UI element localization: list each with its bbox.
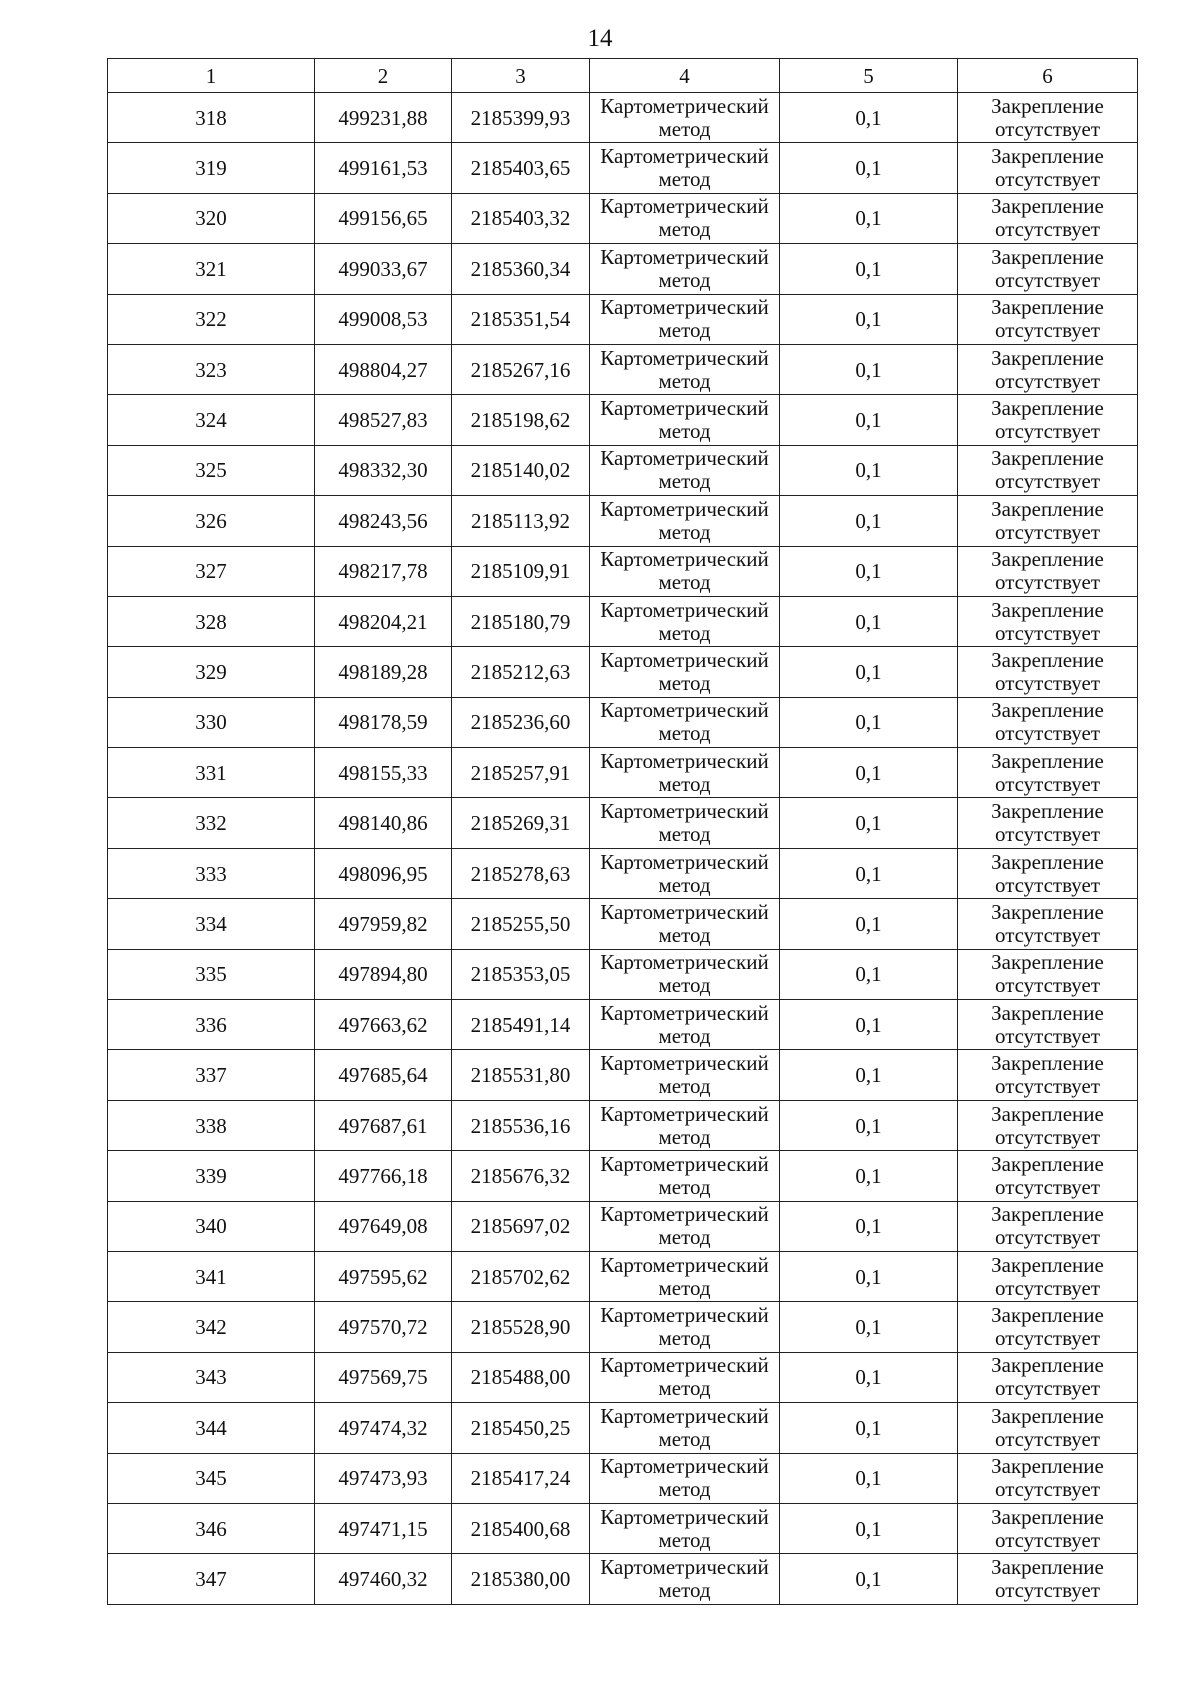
table-row bbox=[108, 395, 1138, 445]
table-row bbox=[108, 1100, 1138, 1150]
method-cell: Картометрический метод bbox=[590, 1100, 780, 1150]
method-cell: Картометрический метод bbox=[590, 93, 780, 143]
accuracy-cell: 0,1 bbox=[780, 496, 958, 546]
marker-description-cell: Закрепление отсутствует bbox=[958, 1100, 1138, 1150]
table-row bbox=[108, 1352, 1138, 1402]
accuracy-cell: 0,1 bbox=[780, 93, 958, 143]
y-coordinate-cell: 2185255,50 bbox=[452, 899, 590, 949]
x-coordinate-cell: 498178,59 bbox=[315, 697, 452, 747]
x-coordinate-cell: 498189,28 bbox=[315, 647, 452, 697]
marker-description-cell: Закрепление отсутствует bbox=[958, 798, 1138, 848]
marker-description-cell: Закрепление отсутствует bbox=[958, 244, 1138, 294]
y-coordinate-cell: 2185140,02 bbox=[452, 445, 590, 495]
y-coordinate-cell: 2185267,16 bbox=[452, 344, 590, 394]
accuracy-cell: 0,1 bbox=[780, 294, 958, 344]
x-coordinate-cell: 498155,33 bbox=[315, 748, 452, 798]
method-cell: Картометрический метод bbox=[590, 949, 780, 999]
method-cell: Картометрический метод bbox=[590, 244, 780, 294]
x-coordinate-cell: 498527,83 bbox=[315, 395, 452, 445]
method-cell: Картометрический метод bbox=[590, 848, 780, 898]
marker-description-cell: Закрепление отсутствует bbox=[958, 1000, 1138, 1050]
table-row bbox=[108, 848, 1138, 898]
marker-description-cell: Закрепление отсутствует bbox=[958, 899, 1138, 949]
point-number-cell: 335 bbox=[108, 949, 315, 999]
y-coordinate-cell: 2185353,05 bbox=[452, 949, 590, 999]
marker-description-cell: Закрепление отсутствует bbox=[958, 1453, 1138, 1503]
y-coordinate-cell: 2185531,80 bbox=[452, 1050, 590, 1100]
point-number-cell: 336 bbox=[108, 1000, 315, 1050]
x-coordinate-cell: 497687,61 bbox=[315, 1100, 452, 1150]
y-coordinate-cell: 2185536,16 bbox=[452, 1100, 590, 1150]
y-coordinate-cell: 2185109,91 bbox=[452, 546, 590, 596]
marker-description-cell: Закрепление отсутствует bbox=[958, 1050, 1138, 1100]
table-row bbox=[108, 445, 1138, 495]
y-coordinate-cell: 2185702,62 bbox=[452, 1251, 590, 1301]
table-row bbox=[108, 949, 1138, 999]
point-number-cell: 337 bbox=[108, 1050, 315, 1100]
point-number-cell: 324 bbox=[108, 395, 315, 445]
accuracy-cell: 0,1 bbox=[780, 899, 958, 949]
point-number-cell: 347 bbox=[108, 1554, 315, 1604]
point-number-cell: 343 bbox=[108, 1352, 315, 1402]
y-coordinate-cell: 2185360,34 bbox=[452, 244, 590, 294]
marker-description-cell: Закрепление отсутствует bbox=[958, 1352, 1138, 1402]
column-header: 6 bbox=[958, 59, 1138, 93]
point-number-cell: 326 bbox=[108, 496, 315, 546]
accuracy-cell: 0,1 bbox=[780, 1503, 958, 1553]
x-coordinate-cell: 499156,65 bbox=[315, 193, 452, 243]
x-coordinate-cell: 498332,30 bbox=[315, 445, 452, 495]
y-coordinate-cell: 2185113,92 bbox=[452, 496, 590, 546]
table-row bbox=[108, 193, 1138, 243]
table-row bbox=[108, 596, 1138, 646]
method-cell: Картометрический метод bbox=[590, 1251, 780, 1301]
accuracy-cell: 0,1 bbox=[780, 748, 958, 798]
point-number-cell: 332 bbox=[108, 798, 315, 848]
y-coordinate-cell: 2185236,60 bbox=[452, 697, 590, 747]
table-row bbox=[108, 798, 1138, 848]
x-coordinate-cell: 498140,86 bbox=[315, 798, 452, 848]
point-number-cell: 327 bbox=[108, 546, 315, 596]
accuracy-cell: 0,1 bbox=[780, 445, 958, 495]
y-coordinate-cell: 2185403,65 bbox=[452, 143, 590, 193]
table-row bbox=[108, 899, 1138, 949]
accuracy-cell: 0,1 bbox=[780, 244, 958, 294]
accuracy-cell: 0,1 bbox=[780, 1151, 958, 1201]
y-coordinate-cell: 2185450,25 bbox=[452, 1403, 590, 1453]
y-coordinate-cell: 2185676,32 bbox=[452, 1151, 590, 1201]
method-cell: Картометрический метод bbox=[590, 1453, 780, 1503]
y-coordinate-cell: 2185212,63 bbox=[452, 647, 590, 697]
table-row bbox=[108, 748, 1138, 798]
column-header: 1 bbox=[108, 59, 315, 93]
table-row bbox=[108, 1453, 1138, 1503]
marker-description-cell: Закрепление отсутствует bbox=[958, 496, 1138, 546]
table-row bbox=[108, 1000, 1138, 1050]
marker-description-cell: Закрепление отсутствует bbox=[958, 445, 1138, 495]
y-coordinate-cell: 2185380,00 bbox=[452, 1554, 590, 1604]
column-header: 3 bbox=[452, 59, 590, 93]
y-coordinate-cell: 2185417,24 bbox=[452, 1453, 590, 1503]
point-number-cell: 320 bbox=[108, 193, 315, 243]
accuracy-cell: 0,1 bbox=[780, 1403, 958, 1453]
point-number-cell: 325 bbox=[108, 445, 315, 495]
method-cell: Картометрический метод bbox=[590, 143, 780, 193]
table-row bbox=[108, 1302, 1138, 1352]
x-coordinate-cell: 499161,53 bbox=[315, 143, 452, 193]
accuracy-cell: 0,1 bbox=[780, 1251, 958, 1301]
method-cell: Картометрический метод bbox=[590, 1554, 780, 1604]
point-number-cell: 330 bbox=[108, 697, 315, 747]
point-number-cell: 319 bbox=[108, 143, 315, 193]
method-cell: Картометрический метод bbox=[590, 1302, 780, 1352]
table-row bbox=[108, 697, 1138, 747]
method-cell: Картометрический метод bbox=[590, 1352, 780, 1402]
marker-description-cell: Закрепление отсутствует bbox=[958, 1302, 1138, 1352]
table-row bbox=[108, 546, 1138, 596]
accuracy-cell: 0,1 bbox=[780, 949, 958, 999]
point-number-cell: 329 bbox=[108, 647, 315, 697]
table-row bbox=[108, 1554, 1138, 1604]
marker-description-cell: Закрепление отсутствует bbox=[958, 1151, 1138, 1201]
marker-description-cell: Закрепление отсутствует bbox=[958, 1503, 1138, 1553]
method-cell: Картометрический метод bbox=[590, 344, 780, 394]
point-number-cell: 340 bbox=[108, 1201, 315, 1251]
point-number-cell: 345 bbox=[108, 1453, 315, 1503]
table-row bbox=[108, 244, 1138, 294]
accuracy-cell: 0,1 bbox=[780, 193, 958, 243]
point-number-cell: 321 bbox=[108, 244, 315, 294]
point-number-cell: 333 bbox=[108, 848, 315, 898]
table-row bbox=[108, 1201, 1138, 1251]
marker-description-cell: Закрепление отсутствует bbox=[958, 546, 1138, 596]
accuracy-cell: 0,1 bbox=[780, 546, 958, 596]
table-row bbox=[108, 143, 1138, 193]
x-coordinate-cell: 498804,27 bbox=[315, 344, 452, 394]
y-coordinate-cell: 2185351,54 bbox=[452, 294, 590, 344]
table-row bbox=[108, 93, 1138, 143]
y-coordinate-cell: 2185403,32 bbox=[452, 193, 590, 243]
table-header bbox=[108, 59, 1138, 93]
table-row bbox=[108, 1151, 1138, 1201]
x-coordinate-cell: 497894,80 bbox=[315, 949, 452, 999]
point-number-cell: 334 bbox=[108, 899, 315, 949]
x-coordinate-cell: 498096,95 bbox=[315, 848, 452, 898]
y-coordinate-cell: 2185488,00 bbox=[452, 1352, 590, 1402]
accuracy-cell: 0,1 bbox=[780, 1050, 958, 1100]
accuracy-cell: 0,1 bbox=[780, 1352, 958, 1402]
y-coordinate-cell: 2185180,79 bbox=[452, 596, 590, 646]
x-coordinate-cell: 497473,93 bbox=[315, 1453, 452, 1503]
y-coordinate-cell: 2185257,91 bbox=[452, 748, 590, 798]
point-number-cell: 328 bbox=[108, 596, 315, 646]
marker-description-cell: Закрепление отсутствует bbox=[958, 143, 1138, 193]
point-number-cell: 342 bbox=[108, 1302, 315, 1352]
header-row bbox=[108, 59, 1138, 93]
x-coordinate-cell: 497959,82 bbox=[315, 899, 452, 949]
x-coordinate-cell: 499231,88 bbox=[315, 93, 452, 143]
method-cell: Картометрический метод bbox=[590, 798, 780, 848]
accuracy-cell: 0,1 bbox=[780, 344, 958, 394]
table-body bbox=[108, 93, 1138, 1605]
marker-description-cell: Закрепление отсутствует bbox=[958, 949, 1138, 999]
method-cell: Картометрический метод bbox=[590, 445, 780, 495]
accuracy-cell: 0,1 bbox=[780, 1201, 958, 1251]
marker-description-cell: Закрепление отсутствует bbox=[958, 1251, 1138, 1301]
accuracy-cell: 0,1 bbox=[780, 596, 958, 646]
table-row bbox=[108, 496, 1138, 546]
accuracy-cell: 0,1 bbox=[780, 798, 958, 848]
method-cell: Картометрический метод bbox=[590, 1151, 780, 1201]
coordinates-table bbox=[107, 58, 1138, 1605]
accuracy-cell: 0,1 bbox=[780, 697, 958, 747]
x-coordinate-cell: 497471,15 bbox=[315, 1503, 452, 1553]
point-number-cell: 318 bbox=[108, 93, 315, 143]
page-number: 14 bbox=[587, 25, 613, 52]
point-number-cell: 346 bbox=[108, 1503, 315, 1553]
accuracy-cell: 0,1 bbox=[780, 647, 958, 697]
x-coordinate-cell: 497595,62 bbox=[315, 1251, 452, 1301]
marker-description-cell: Закрепление отсутствует bbox=[958, 1403, 1138, 1453]
method-cell: Картометрический метод bbox=[590, 294, 780, 344]
table-row bbox=[108, 647, 1138, 697]
point-number-cell: 339 bbox=[108, 1151, 315, 1201]
table-row bbox=[108, 1050, 1138, 1100]
method-cell: Картометрический метод bbox=[590, 496, 780, 546]
x-coordinate-cell: 497460,32 bbox=[315, 1554, 452, 1604]
method-cell: Картометрический метод bbox=[590, 1503, 780, 1553]
point-number-cell: 323 bbox=[108, 344, 315, 394]
table-row bbox=[108, 344, 1138, 394]
method-cell: Картометрический метод bbox=[590, 1050, 780, 1100]
accuracy-cell: 0,1 bbox=[780, 1000, 958, 1050]
marker-description-cell: Закрепление отсутствует bbox=[958, 647, 1138, 697]
table-row bbox=[108, 294, 1138, 344]
x-coordinate-cell: 497570,72 bbox=[315, 1302, 452, 1352]
x-coordinate-cell: 497474,32 bbox=[315, 1403, 452, 1453]
x-coordinate-cell: 497663,62 bbox=[315, 1000, 452, 1050]
point-number-cell: 338 bbox=[108, 1100, 315, 1150]
method-cell: Картометрический метод bbox=[590, 395, 780, 445]
marker-description-cell: Закрепление отсутствует bbox=[958, 596, 1138, 646]
table-row bbox=[108, 1251, 1138, 1301]
method-cell: Картометрический метод bbox=[590, 748, 780, 798]
y-coordinate-cell: 2185269,31 bbox=[452, 798, 590, 848]
table-row bbox=[108, 1503, 1138, 1553]
accuracy-cell: 0,1 bbox=[780, 1302, 958, 1352]
x-coordinate-cell: 498204,21 bbox=[315, 596, 452, 646]
x-coordinate-cell: 497766,18 bbox=[315, 1151, 452, 1201]
marker-description-cell: Закрепление отсутствует bbox=[958, 697, 1138, 747]
x-coordinate-cell: 499033,67 bbox=[315, 244, 452, 294]
marker-description-cell: Закрепление отсутствует bbox=[958, 395, 1138, 445]
accuracy-cell: 0,1 bbox=[780, 1554, 958, 1604]
accuracy-cell: 0,1 bbox=[780, 1453, 958, 1503]
marker-description-cell: Закрепление отсутствует bbox=[958, 193, 1138, 243]
point-number-cell: 344 bbox=[108, 1403, 315, 1453]
method-cell: Картометрический метод bbox=[590, 596, 780, 646]
marker-description-cell: Закрепление отсутствует bbox=[958, 1201, 1138, 1251]
marker-description-cell: Закрепление отсутствует bbox=[958, 93, 1138, 143]
y-coordinate-cell: 2185278,63 bbox=[452, 848, 590, 898]
y-coordinate-cell: 2185491,14 bbox=[452, 1000, 590, 1050]
marker-description-cell: Закрепление отсутствует bbox=[958, 1554, 1138, 1604]
method-cell: Картометрический метод bbox=[590, 546, 780, 596]
marker-description-cell: Закрепление отсутствует bbox=[958, 848, 1138, 898]
method-cell: Картометрический метод bbox=[590, 1403, 780, 1453]
marker-description-cell: Закрепление отсутствует bbox=[958, 748, 1138, 798]
column-header: 2 bbox=[315, 59, 452, 93]
method-cell: Картометрический метод bbox=[590, 193, 780, 243]
marker-description-cell: Закрепление отсутствует bbox=[958, 294, 1138, 344]
method-cell: Картометрический метод bbox=[590, 697, 780, 747]
x-coordinate-cell: 498217,78 bbox=[315, 546, 452, 596]
x-coordinate-cell: 497569,75 bbox=[315, 1352, 452, 1402]
accuracy-cell: 0,1 bbox=[780, 848, 958, 898]
marker-description-cell: Закрепление отсутствует bbox=[958, 344, 1138, 394]
column-header: 4 bbox=[590, 59, 780, 93]
y-coordinate-cell: 2185399,93 bbox=[452, 93, 590, 143]
method-cell: Картометрический метод bbox=[590, 1000, 780, 1050]
x-coordinate-cell: 497649,08 bbox=[315, 1201, 452, 1251]
point-number-cell: 341 bbox=[108, 1251, 315, 1301]
y-coordinate-cell: 2185528,90 bbox=[452, 1302, 590, 1352]
y-coordinate-cell: 2185697,02 bbox=[452, 1201, 590, 1251]
point-number-cell: 331 bbox=[108, 748, 315, 798]
accuracy-cell: 0,1 bbox=[780, 143, 958, 193]
method-cell: Картометрический метод bbox=[590, 899, 780, 949]
y-coordinate-cell: 2185198,62 bbox=[452, 395, 590, 445]
column-header: 5 bbox=[780, 59, 958, 93]
x-coordinate-cell: 499008,53 bbox=[315, 294, 452, 344]
y-coordinate-cell: 2185400,68 bbox=[452, 1503, 590, 1553]
table-row bbox=[108, 1403, 1138, 1453]
x-coordinate-cell: 498243,56 bbox=[315, 496, 452, 546]
accuracy-cell: 0,1 bbox=[780, 395, 958, 445]
point-number-cell: 322 bbox=[108, 294, 315, 344]
method-cell: Картометрический метод bbox=[590, 1201, 780, 1251]
x-coordinate-cell: 497685,64 bbox=[315, 1050, 452, 1100]
method-cell: Картометрический метод bbox=[590, 647, 780, 697]
accuracy-cell: 0,1 bbox=[780, 1100, 958, 1150]
